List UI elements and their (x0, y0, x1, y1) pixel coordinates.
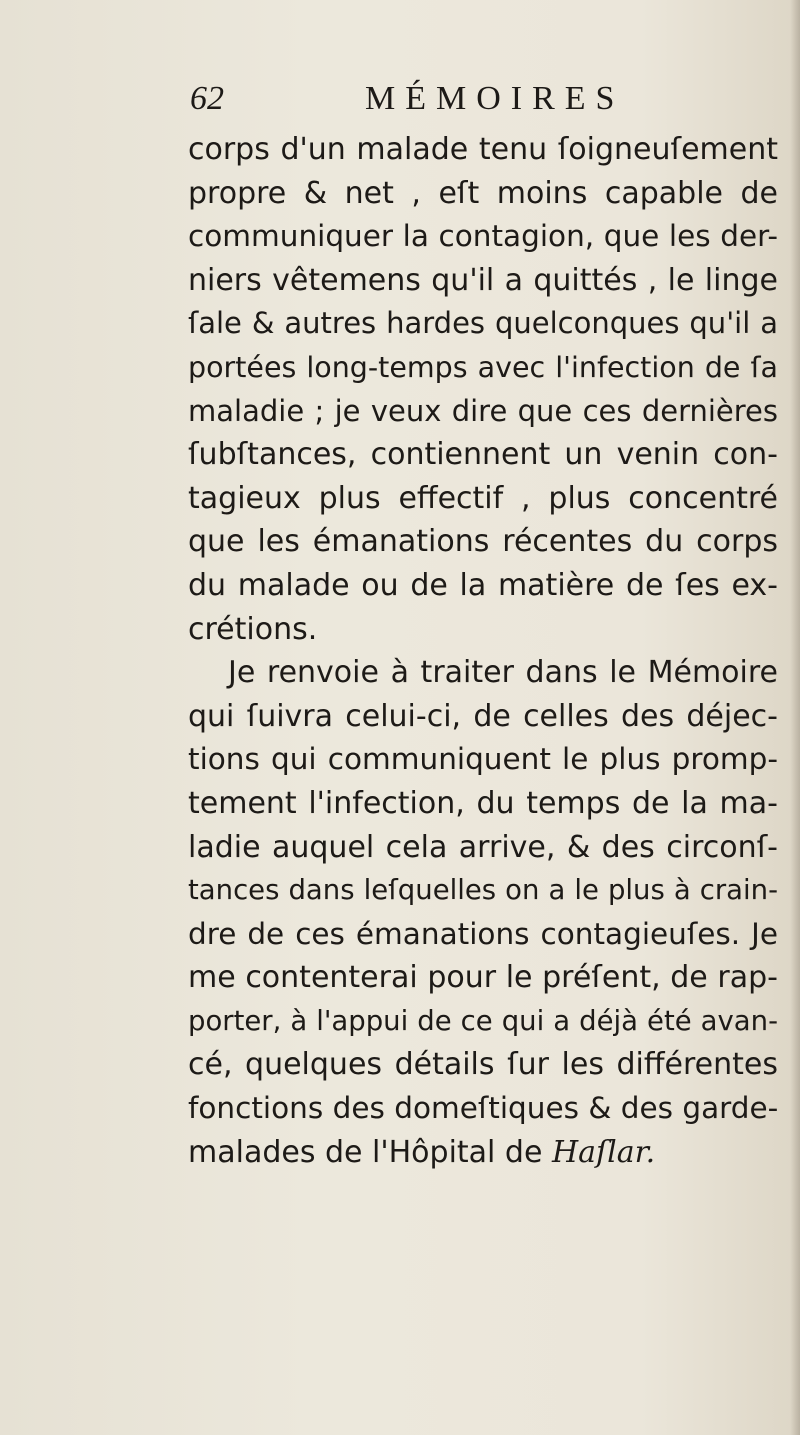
page-edge-shadow (790, 0, 800, 1435)
text-line: fonctions des domeſtiques & des garde- (188, 1091, 779, 1126)
text-line: maladie ; je veux dire que ces dernières (188, 393, 778, 428)
text-line: tances dans leſquelles on a le plus à crain- (188, 874, 778, 907)
text-line: dre de ces émanations contagieuſes. Je (188, 916, 778, 951)
text-line: ladie auquel cela arrive, & des circonſ- (188, 829, 778, 865)
text-line: cé, quelques détails ſur les différentes (188, 1047, 778, 1083)
text-line: propre & net , eſt moins capable de (188, 175, 778, 211)
text-line: corps d'un malade tenu ſoigneuſement (188, 132, 778, 167)
page-number: 62 (190, 80, 224, 117)
text-line: niers vêtemens qu'il a quittés , le linge (188, 262, 778, 298)
text-line: communiquer la contagion, que les der- (188, 219, 778, 254)
text-line: ſale & autres hardes quelconques qu'il a (188, 306, 778, 341)
body-text (188, 128, 778, 1174)
final-line-text: malades de l'Hôpital de (188, 1134, 552, 1170)
text-line: ſubſtances, contiennent un venin con- (188, 437, 778, 473)
running-title: MÉMOIRES (365, 80, 625, 117)
place-name: Haſlar. (551, 1134, 656, 1170)
text-line: Je renvoie à traiter dans le Mémoire (228, 655, 778, 691)
text-line: porter, à l'appui de ce qui a déjà été avan- (188, 1004, 778, 1037)
text-line: tement l'infection, du temps de la ma- (188, 785, 778, 821)
text-line-final (188, 1131, 778, 1175)
text-line: tions qui communiquent le plus promp- (188, 742, 778, 777)
text-line: portées long-temps avec l'infection de ſa (188, 350, 778, 384)
text-line: tagieux plus effectif , plus concentré (188, 480, 778, 516)
page-header (190, 76, 670, 122)
text-line: me contenterai pour le préſent, de rap- (188, 960, 778, 996)
text-line: que les émanations récentes du corps (188, 524, 778, 560)
text-line: crétions. (188, 611, 318, 647)
text-line: qui ſuivra celui-ci, de celles des déjec- (188, 698, 778, 734)
text-line: du malade ou de la matière de ſes ex- (188, 567, 778, 603)
